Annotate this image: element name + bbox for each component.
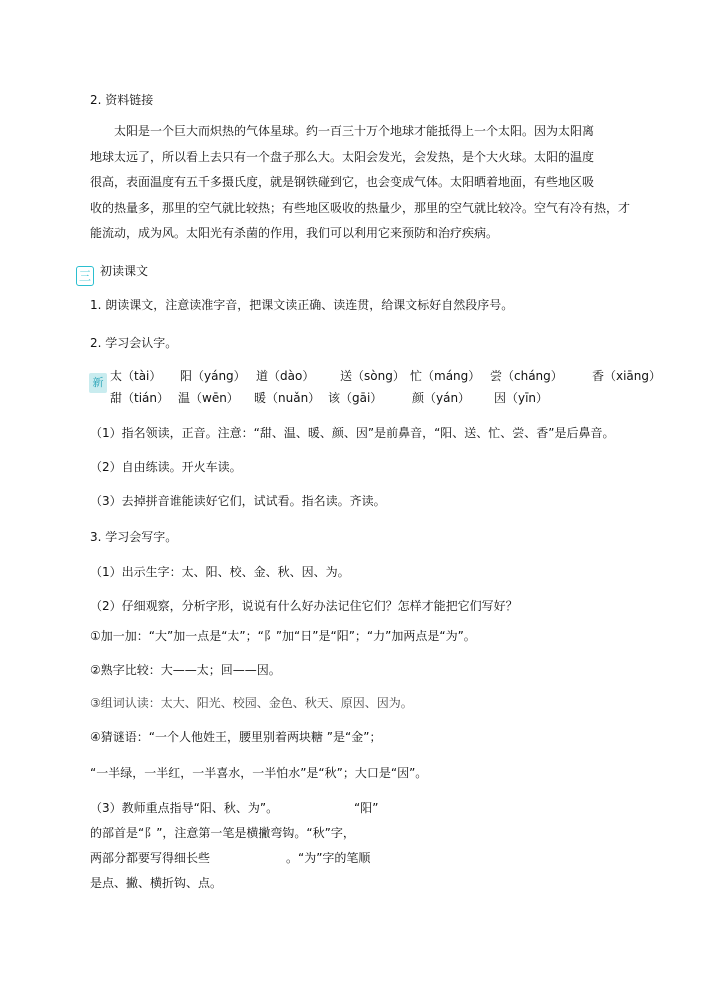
char-item: 尝（cháng） [490, 369, 563, 383]
sub-1: （1）指名领读，正音。注意：“甜、温、暖、颜、因”是前鼻音，“阳、送、忙、尝、香”是后鼻音。 [90, 426, 615, 440]
chars-row-1 [110, 367, 661, 385]
item-2: 2. 学习会认字。 [90, 336, 178, 350]
paragraph-line-2: 地球太远了，所以看上去只有一个盘子那么大。太阳会发光，会发热，是个大火球。太阳的温度 [90, 150, 595, 164]
write-3-line-1: （3）教师重点指导“阳、秋、为”。 [90, 801, 279, 815]
paragraph-line-4: 收的热量多，那里的空气就比较热；有些地区吸收的热量少，那里的空气就比较冷。空气有冷有热，才 [90, 201, 631, 215]
write-3-line-4: 是点、撇、横折钩、点。 [90, 876, 223, 890]
char-item: 因（yīn） [494, 391, 549, 405]
char-item: 该（gāi） [328, 391, 383, 405]
method-2: ②熟字比较：大——太；回——因。 [90, 663, 281, 677]
sub-3: （3）去掉拼音谁能读好它们，试试看。指名读。齐读。 [90, 494, 386, 508]
write-2: （2）仔细观察，分析字形，说说有什么好办法记住它们？怎样才能把它们写好？ [90, 599, 518, 613]
char-item: 道（dào） [256, 369, 315, 383]
new-char-tag: 新 [89, 373, 107, 393]
method-1: ①加一加：“大”加一点是“太”；“阝”加“日”是“阳”；“力”加两点是“为”。 [90, 629, 476, 643]
char-item: 颜（yán） [412, 391, 471, 405]
method-4: ④猜谜语：“一个人他姓王，腰里别着两块糖 ”是“金”； [90, 730, 382, 744]
write-1: （1）出示生字：太、阳、校、金、秋、因、为。 [90, 565, 350, 579]
char-item: 阳（yáng） [180, 369, 246, 383]
write-3-line-2: 的部首是“阝”，注意第一笔是横撇弯钩。“秋”字， [90, 826, 355, 840]
item-3: 3. 学习会写字。 [90, 530, 178, 544]
char-item: 暖（nuǎn） [254, 391, 321, 405]
method-4-cont: “一半绿，一半红，一半喜水，一半怕水”是“秋”；大口是“因”。 [90, 766, 428, 780]
write-3-line-1-end: “阳” [354, 801, 379, 815]
paragraph-line-1: 太阳是一个巨大而炽热的气体星球。约一百三十万个地球才能抵得上一个太阳。因为太阳离 [114, 124, 595, 138]
section-3-badge: 三 [76, 266, 94, 286]
section-3-title: 初读课文 [100, 264, 149, 278]
method-3: ③组词认读：太大、阳光、校园、金色、秋天、原因、因为。 [90, 696, 413, 710]
char-item: 香（xiāng） [592, 369, 662, 383]
paragraph-line-5: 能流动，成为风。太阳光有杀菌的作用，我们可以利用它来预防和治疗疾病。 [90, 226, 499, 240]
char-item: 甜（tián） [110, 391, 169, 405]
section-2-title: 2. 资料链接 [90, 93, 154, 107]
char-item: 送（sòng） [340, 369, 405, 383]
item-1: 1. 朗读课文，注意读准字音，把课文读正确、读连贯，给课文标好自然段序号。 [90, 298, 514, 312]
char-item: 忙（máng） [410, 369, 481, 383]
char-item: 温（wēn） [178, 391, 239, 405]
chars-row-2 [110, 389, 548, 407]
char-item: 太（tài） [110, 369, 162, 383]
paragraph-line-3: 很高，表面温度有五千多摄氏度，就是钢铁碰到它，也会变成气体。太阳晒着地面，有些地区吸 [90, 175, 595, 189]
write-3-line-3: 两部分都要写得细长些 [90, 851, 211, 865]
write-3-line-3-end: 。“为”字的笔顺 [286, 851, 371, 865]
sub-2: （2）自由练读。开火车读。 [90, 460, 242, 474]
